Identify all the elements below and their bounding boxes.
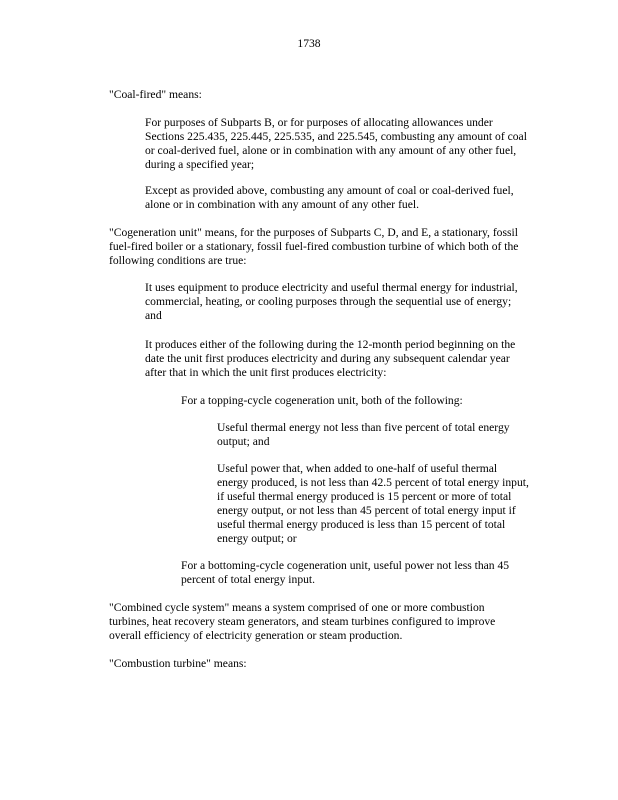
definition-cogeneration-unit: "Cogeneration unit" means, for the purposes of Subparts C, D, and E, a stationary, fossil fuel-fired boiler or a stationary, fossil fuel-fired combustion turbine of which both of the following conditions are true: bbox=[109, 226, 519, 267]
topping-cycle-clause: For a topping-cycle cogeneration unit, both of the following: bbox=[181, 394, 463, 407]
cogeneration-condition-1: It uses equipment to produce electricity and useful thermal energy for industrial, commercial, heating, or cooling purposes through the sequential use of energy; and bbox=[145, 281, 518, 322]
definition-combined-cycle-system: "Combined cycle system" means a system comprised of one or more combustion turbines, heat recovery steam generators, and steam turbines configured to improve overall efficiency of electricity generation or steam production. bbox=[109, 601, 496, 642]
coal-fired-clause-2: Except as provided above, combusting any amount of coal or coal-derived fuel, alone or in combination with any amount of any other fuel. bbox=[145, 184, 514, 211]
page-number: 1738 bbox=[297, 37, 321, 50]
topping-cycle-item-2: Useful power that, when added to one-half of useful thermal energy produced, is not less than 42.5 percent of total energy input, if useful thermal energy produced is 15 percent or more of total energy output, or not less than 45 percent of total energy input if useful thermal energy produced is less than 15 percent of total energy output; or bbox=[217, 462, 529, 545]
definition-coal-fired: "Coal-fired" means: bbox=[109, 88, 202, 101]
definition-combustion-turbine: "Combustion turbine" means: bbox=[109, 657, 247, 670]
bottoming-cycle-clause: For a bottoming-cycle cogeneration unit, useful power not less than 45 percent of total energy input. bbox=[181, 559, 510, 586]
cogeneration-condition-2: It produces either of the following during the 12-month period beginning on the date the unit first produces electricity and during any subsequent calendar year after that in which the unit first produces electricity: bbox=[145, 338, 516, 379]
topping-cycle-item-1: Useful thermal energy not less than five percent of total energy output; and bbox=[217, 421, 510, 448]
coal-fired-clause-1: For purposes of Subparts B, or for purposes of allocating allowances under Sections 225.435, 225.445, 225.535, and 225.545, combusting any amount of coal or coal-derived fuel, alone or in combination with any amount of any other fuel, during a specified year; bbox=[145, 116, 527, 171]
